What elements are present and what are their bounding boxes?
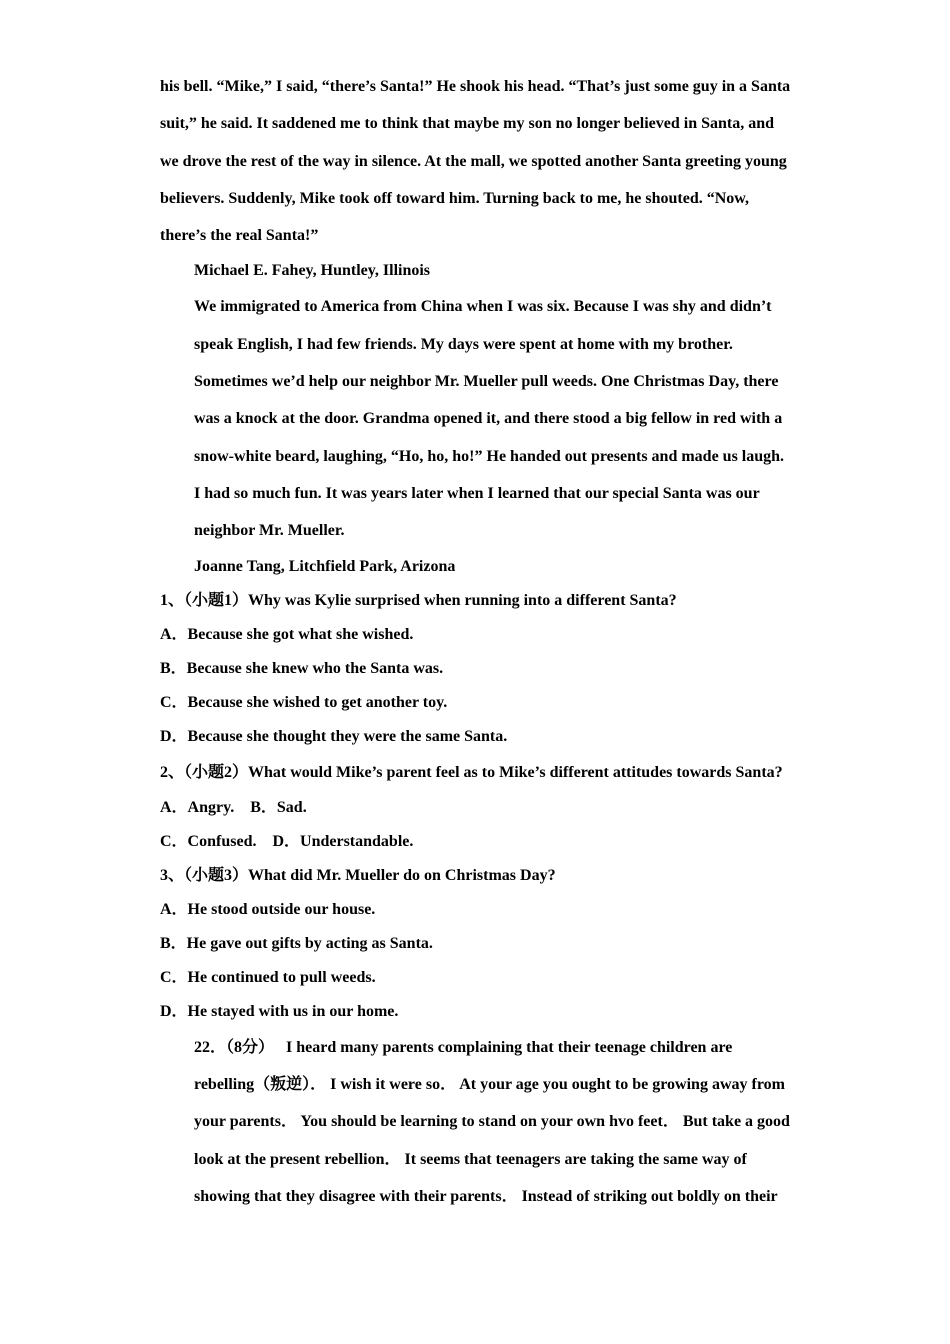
question-option: C．He continued to pull weeds.	[160, 968, 376, 986]
passage-author-1: Michael E. Fahey, Huntley, Illinois	[194, 262, 431, 280]
question-option: B．Because she knew who the Santa was.	[160, 659, 444, 677]
question-option: D．Because she thought they were the same Santa.	[160, 727, 508, 745]
section-22-passage: 22．（8分） I heard many parents complaining that their teenage children are rebelling（叛逆）． I wish it were so． At your age you ought to be growing away from your parents． You should be learning to stand on your own hvo feet． But take a good look at the present rebellion． It seems that teenagers are taking the same way of showing that they disagree with their parents． Instead of striking out boldly on their	[194, 1038, 790, 1206]
question-option: C．Confused. D．Understandable.	[160, 832, 414, 850]
question-stem: 1、（小题1）Why was Kylie surprised when running into a different Santa?	[160, 591, 677, 609]
passage-paragraph-joanne: We immigrated to America from China when I was six. Because I was shy and didn’t speak English, I had few friends. My days were spent at home with my brother. Sometimes we’d help our neighbor Mr. Mueller pull weeds. One Christmas Day, there was a knock at the door. Grandma opened it, and there stood a big fellow in red with a snow-white beard, laughing, “Ho, ho, ho!” He handed out presents and made us laugh. I had so much fun. It was years later when I learned that our special Santa was our neighbor Mr. Mueller.	[194, 298, 785, 540]
question-option: A．Angry. B．Sad.	[160, 798, 307, 816]
question-option: A．Because she got what she wished.	[160, 625, 414, 643]
question-stem: 3、（小题3）What did Mr. Mueller do on Christmas Day?	[160, 866, 556, 884]
question-option: B．He gave out gifts by acting as Santa.	[160, 934, 433, 952]
question-option: D．He stayed with us in our home.	[160, 1002, 399, 1020]
document-page	[160, 68, 792, 1215]
question-1	[160, 584, 792, 754]
question-option: A．He stood outside our house.	[160, 900, 376, 918]
passage-paragraph-mike: his bell. “Mike,” I said, “there’s Santa!” He shook his head. “That’s just some guy in a Santa suit,” he said. It saddened me to think that maybe my son no longer believed in Santa, and we drove the rest of the way in silence. At the mall, we spotted another Santa greeting young believers. Suddenly, Mike took off toward him. Turning back to me, he shouted. “Now, there’s the real Santa!”	[160, 78, 791, 245]
passage-author-2: Joanne Tang, Litchfield Park, Arizona	[194, 557, 456, 575]
question-stem: 2、（小题2）What would Mike’s parent feel as to Mike’s different attitudes towards Santa?	[160, 763, 783, 781]
question-option: C．Because she wished to get another toy.	[160, 693, 448, 711]
question-2	[160, 754, 792, 859]
question-3	[160, 859, 792, 1029]
